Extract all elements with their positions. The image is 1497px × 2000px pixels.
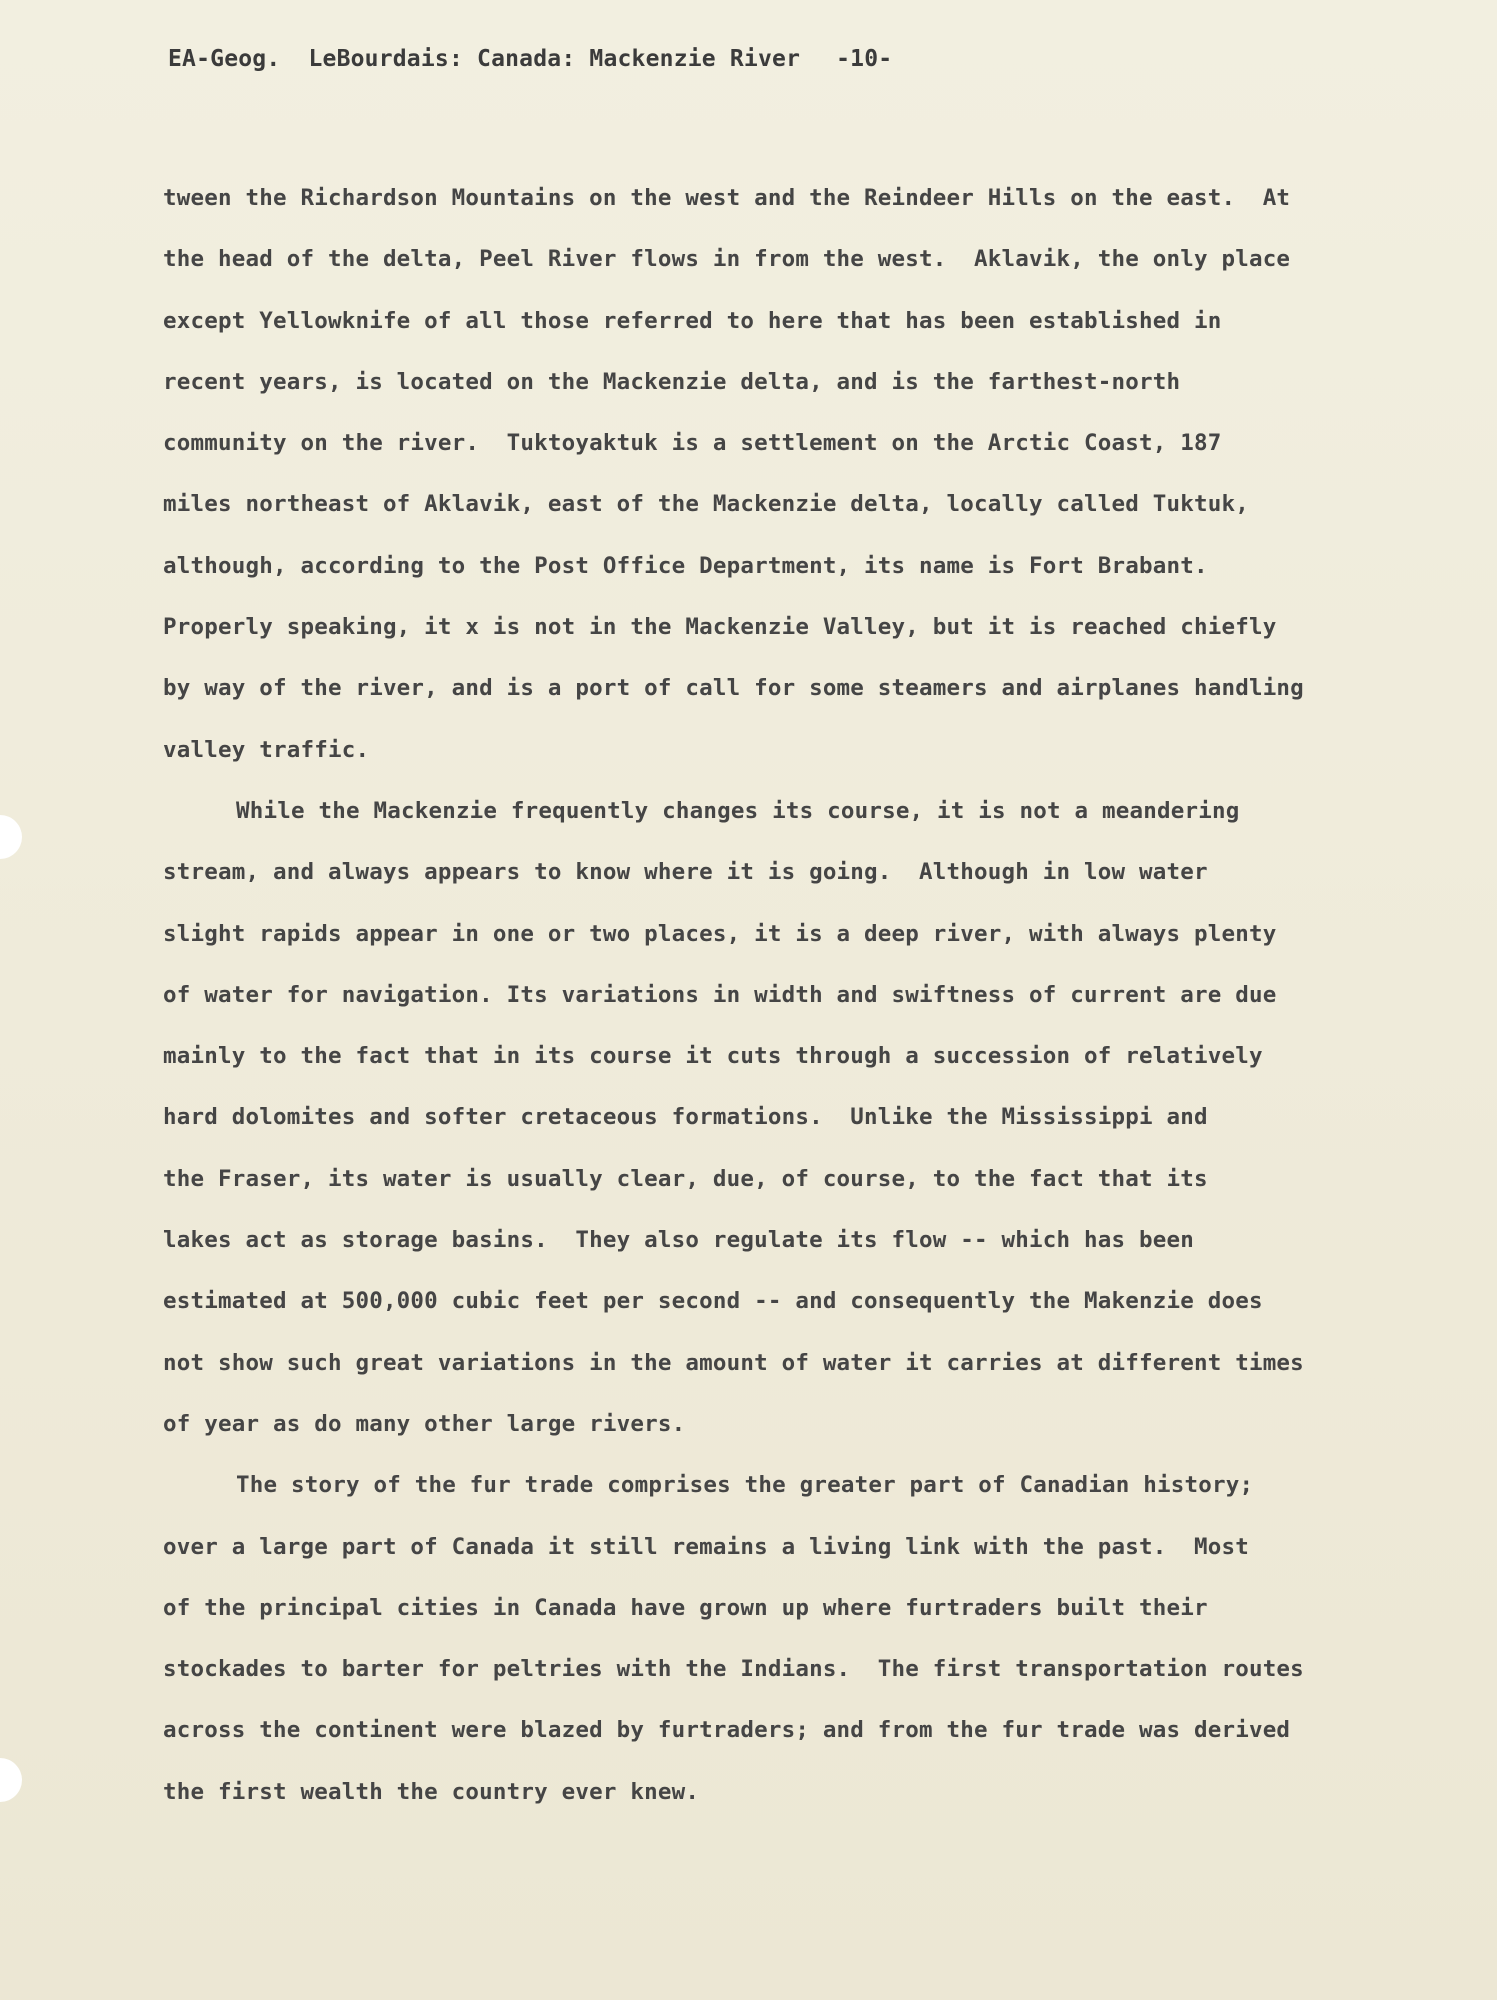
body-text bbox=[163, 168, 1453, 1823]
text-line: Properly speaking, it x is not in the Mackenzie Valley, but it is reached chiefly bbox=[163, 614, 1277, 641]
punch-hole-lower bbox=[0, 1758, 22, 1802]
text-line: of water for navigation. Its variations in width and swiftness of current are due bbox=[163, 981, 1277, 1008]
text-line: across the continent were blazed by furtraders; and from the fur trade was derived bbox=[163, 1717, 1291, 1744]
text-line: by way of the river, and is a port of call for some steamers and airplanes handling bbox=[163, 675, 1304, 702]
text-line: hard dolomites and softer cretaceous formations. Unlike the Mississippi and bbox=[163, 1104, 1208, 1131]
text-line: the Fraser, its water is usually clear, due, of course, to the fact that its bbox=[163, 1165, 1208, 1192]
text-line: miles northeast of Aklavik, east of the Mackenzie delta, locally called Tuktuk, bbox=[163, 491, 1249, 518]
text-line: The story of the fur trade comprises the greater part of Canadian history; bbox=[236, 1472, 1254, 1499]
text-line: lakes act as storage basins. They also regulate its flow -- which has been bbox=[163, 1227, 1194, 1254]
text-line: not show such great variations in the amount of water it carries at different times bbox=[163, 1349, 1304, 1376]
punch-hole-upper bbox=[0, 815, 22, 859]
paragraph-1 bbox=[163, 168, 1453, 781]
text-line: the head of the delta, Peel River flows in from the west. Aklavik, the only place bbox=[163, 246, 1291, 273]
header-title: EA-Geog. LeBourdais: Canada: Mackenzie River bbox=[168, 46, 801, 72]
text-line: recent years, is located on the Mackenzie delta, and is the farthest-north bbox=[163, 368, 1181, 395]
text-line: although, according to the Post Office Department, its name is Fort Brabant. bbox=[163, 552, 1208, 579]
text-line: of the principal cities in Canada have grown up where furtraders built their bbox=[163, 1594, 1208, 1621]
paragraph-2 bbox=[163, 781, 1453, 1455]
text-line: stream, and always appears to know where it is going. Although in low water bbox=[163, 859, 1208, 886]
paragraph-3 bbox=[163, 1455, 1453, 1823]
text-line: tween the Richardson Mountains on the west and the Reindeer Hills on the east. At bbox=[163, 185, 1291, 211]
text-line: stockades to barter for peltries with the Indians. The first transportation routes bbox=[163, 1656, 1304, 1683]
text-line: community on the river. Tuktoyaktuk is a settlement on the Arctic Coast, 187 bbox=[163, 430, 1222, 457]
page-number: -10- bbox=[836, 46, 893, 72]
text-line: While the Mackenzie frequently changes its course, it is not a meandering bbox=[236, 797, 1240, 824]
text-line: of year as do many other large rivers. bbox=[163, 1410, 686, 1437]
text-line: valley traffic. bbox=[163, 736, 370, 763]
text-line: mainly to the fact that in its course it cuts through a succession of relatively bbox=[163, 1043, 1263, 1070]
text-line: over a large part of Canada it still remains a living link with the past. Most bbox=[163, 1533, 1249, 1560]
text-line: slight rapids appear in one or two places, it is a deep river, with always plenty bbox=[163, 920, 1277, 947]
text-line: except Yellowknife of all those referred to here that has been established in bbox=[163, 307, 1222, 334]
text-line: the first wealth the country ever knew. bbox=[163, 1778, 700, 1805]
text-line: estimated at 500,000 cubic feet per second -- and consequently the Makenzie does bbox=[163, 1288, 1263, 1315]
page-header bbox=[168, 46, 892, 72]
